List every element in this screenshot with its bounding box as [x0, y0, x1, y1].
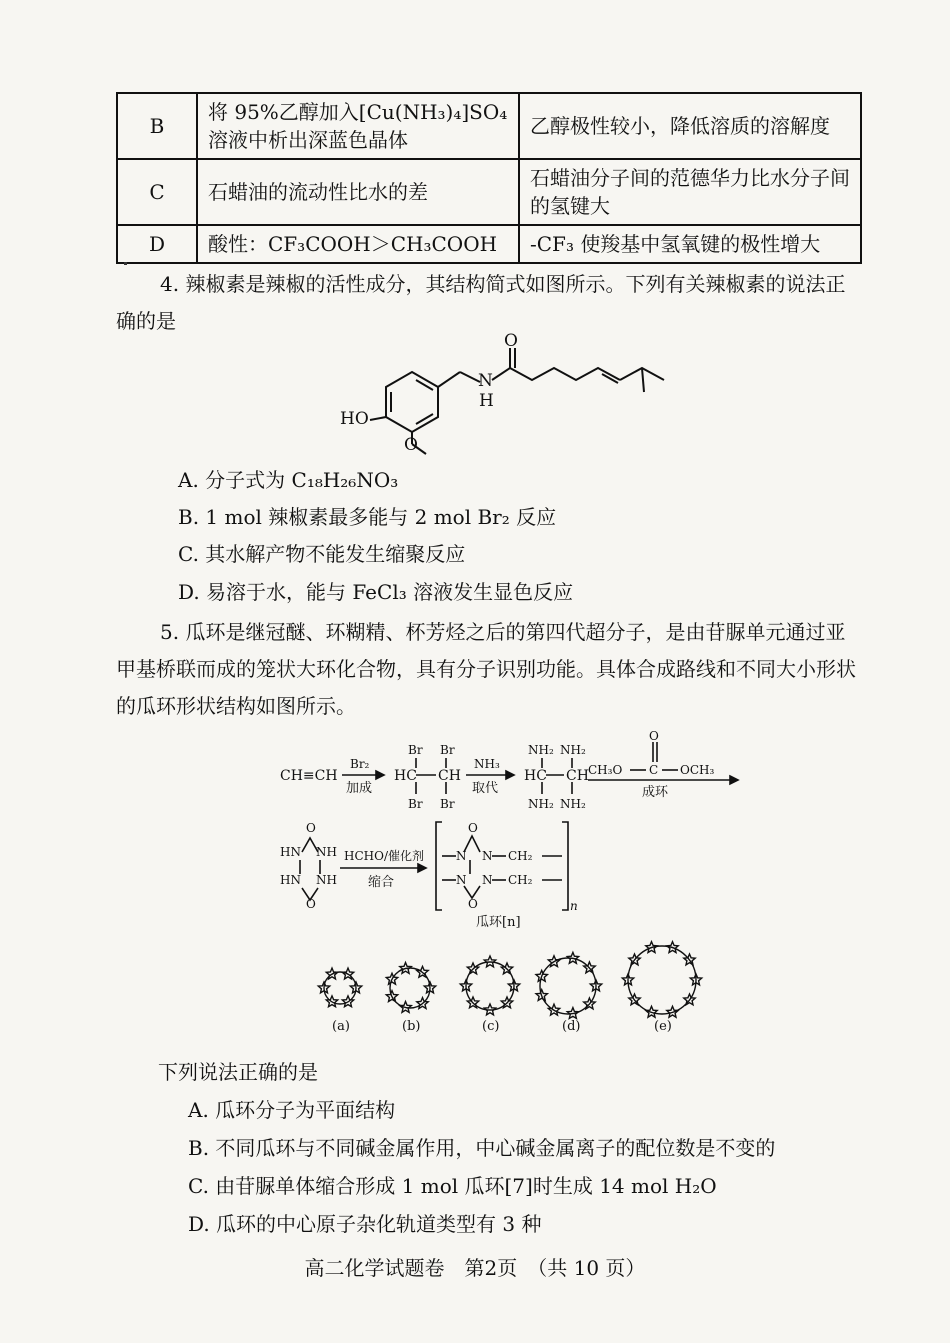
dibromo-br-bottom2: Br — [440, 797, 455, 811]
dibromo-br-bottom1: Br — [408, 797, 423, 811]
diamine-ch: CH — [566, 768, 589, 784]
q5-option-d: D. 瓜环的中心原子杂化轨道类型有 3 种 — [188, 1212, 542, 1236]
capsaicin-structure — [340, 332, 700, 460]
step3-reagent-left: CH₃O — [588, 763, 623, 777]
q4-option-b: B. 1 mol 辣椒素最多能与 2 mol Br₂ 反应 — [178, 505, 557, 529]
repeat-subscript-n: n — [570, 899, 578, 913]
row-key: C — [117, 159, 197, 225]
q5-prompt: 下列说法正确的是 — [158, 1060, 318, 1084]
table-row — [117, 159, 861, 225]
row-explanation: 石蜡油分子间的范德华力比水分子间的氢键大 — [519, 159, 861, 225]
q4-option-d: D. 易溶于水，能与 FeCl₃ 溶液发生显色反应 — [178, 580, 574, 604]
row-phenomenon: 将 95%乙醇加入[Cu(NH₃)₄]SO₄溶液中析出深蓝色晶体 — [197, 93, 519, 159]
table-row — [117, 93, 861, 159]
diamine-nh2-bottom2: NH₂ — [560, 797, 586, 811]
glycoluril-o-top: O — [306, 821, 316, 835]
diamine-nh2-top1: NH₂ — [528, 743, 554, 757]
repeat-n-2: N — [482, 849, 493, 863]
diamine-hc: HC — [524, 768, 547, 784]
question-5-stem — [116, 614, 862, 725]
step3-type: 成环 — [642, 785, 669, 800]
repeat-n-1: N — [456, 849, 467, 863]
stray-mark — [124, 262, 127, 265]
repeat-o-top: O — [468, 821, 478, 835]
step4-reagent: HCHO/催化剂 — [344, 849, 424, 863]
q5-option-a: A. 瓜环分子为平面结构 — [188, 1098, 396, 1122]
step3-reagent-c: C — [649, 763, 659, 777]
glycoluril-hn-top: HN — [280, 845, 301, 859]
question-5-text: 5. 瓜环是继冠醚、环糊精、杯芳烃之后的第四代超分子，是由苷脲单元通过亚甲基桥联而成的笼状大环化合物，具有分子识别功能。具体合成路线和不同大小形状的瓜环形状结构如图所示。 — [116, 620, 856, 718]
synthesis-scheme — [270, 728, 740, 928]
cucurbituril-rings — [300, 938, 710, 1038]
product-label: 瓜环[n] — [476, 915, 521, 928]
step3-reagent-right: OCH₃ — [680, 763, 715, 777]
repeat-n-3: N — [456, 873, 467, 887]
amide-n-label: N — [478, 371, 493, 391]
step1-type: 加成 — [346, 781, 373, 796]
row-explanation: -CF₃ 使羧基中氢氧键的极性增大 — [519, 225, 861, 263]
page-footer: 高二化学试题卷 第2页 （共 10 页） — [304, 1256, 646, 1280]
amide-h-label: H — [479, 391, 494, 411]
glycoluril-o-bottom: O — [306, 897, 316, 911]
repeat-o-bottom: O — [468, 897, 478, 911]
glycoluril-nh-bottom: NH — [316, 873, 337, 887]
question-4-text: 4. 辣椒素是辣椒的活性成分，其结构简式如图所示。下列有关辣椒素的说法正确的是 — [116, 272, 846, 333]
dibromo-ch: CH — [438, 768, 461, 784]
question-4-stem — [116, 266, 862, 340]
step2-type: 取代 — [472, 781, 499, 796]
diamine-nh2-bottom1: NH₂ — [528, 797, 554, 811]
ring-label-d: (d) — [562, 1019, 581, 1034]
ring-label-c: (c) — [482, 1019, 500, 1034]
row-phenomenon: 石蜡油的流动性比水的差 — [197, 159, 519, 225]
step3-carbonyl-o: O — [649, 729, 659, 743]
repeat-n-4: N — [482, 873, 493, 887]
ring-label-e: (e) — [654, 1019, 672, 1034]
repeat-ch2-2: CH₂ — [508, 873, 533, 887]
step2-reagent: NH₃ — [474, 757, 500, 771]
row-key: B — [117, 93, 197, 159]
dibromo-br-top1: Br — [408, 743, 423, 757]
row-key: D — [117, 225, 197, 263]
step4-type: 缩合 — [368, 875, 395, 890]
q4-option-a: A. 分子式为 C₁₈H₂₆NO₃ — [178, 468, 399, 492]
ring-label-b: (b) — [402, 1019, 421, 1034]
q4-option-c: C. 其水解产物不能发生缩聚反应 — [178, 542, 466, 566]
methoxy-o-label: O — [404, 435, 418, 455]
q5-option-b: B. 不同瓜环与不同碱金属作用，中心碱金属离子的配位数是不变的 — [188, 1136, 776, 1160]
step1-reagent: Br₂ — [350, 757, 370, 771]
row-phenomenon: 酸性：CF₃COOH＞CH₃COOH — [197, 225, 519, 263]
options-table — [116, 92, 862, 264]
dibromo-hc: HC — [394, 768, 417, 784]
glycoluril-hn-bottom: HN — [280, 873, 301, 887]
row-explanation: 乙醇极性较小，降低溶质的溶解度 — [519, 93, 861, 159]
dibromo-br-top2: Br — [440, 743, 455, 757]
diamine-nh2-top2: NH₂ — [560, 743, 586, 757]
hydroxyl-label: HO — [340, 409, 369, 429]
carbonyl-o-label: O — [504, 332, 518, 351]
ring-label-a: (a) — [332, 1019, 350, 1034]
repeat-ch2-1: CH₂ — [508, 849, 533, 863]
ethyne-label: CH≡CH — [280, 768, 338, 784]
glycoluril-nh-top: NH — [316, 845, 337, 859]
table-row — [117, 225, 861, 263]
q5-option-c: C. 由苷脲单体缩合形成 1 mol 瓜环[7]时生成 14 mol H₂O — [188, 1174, 717, 1198]
